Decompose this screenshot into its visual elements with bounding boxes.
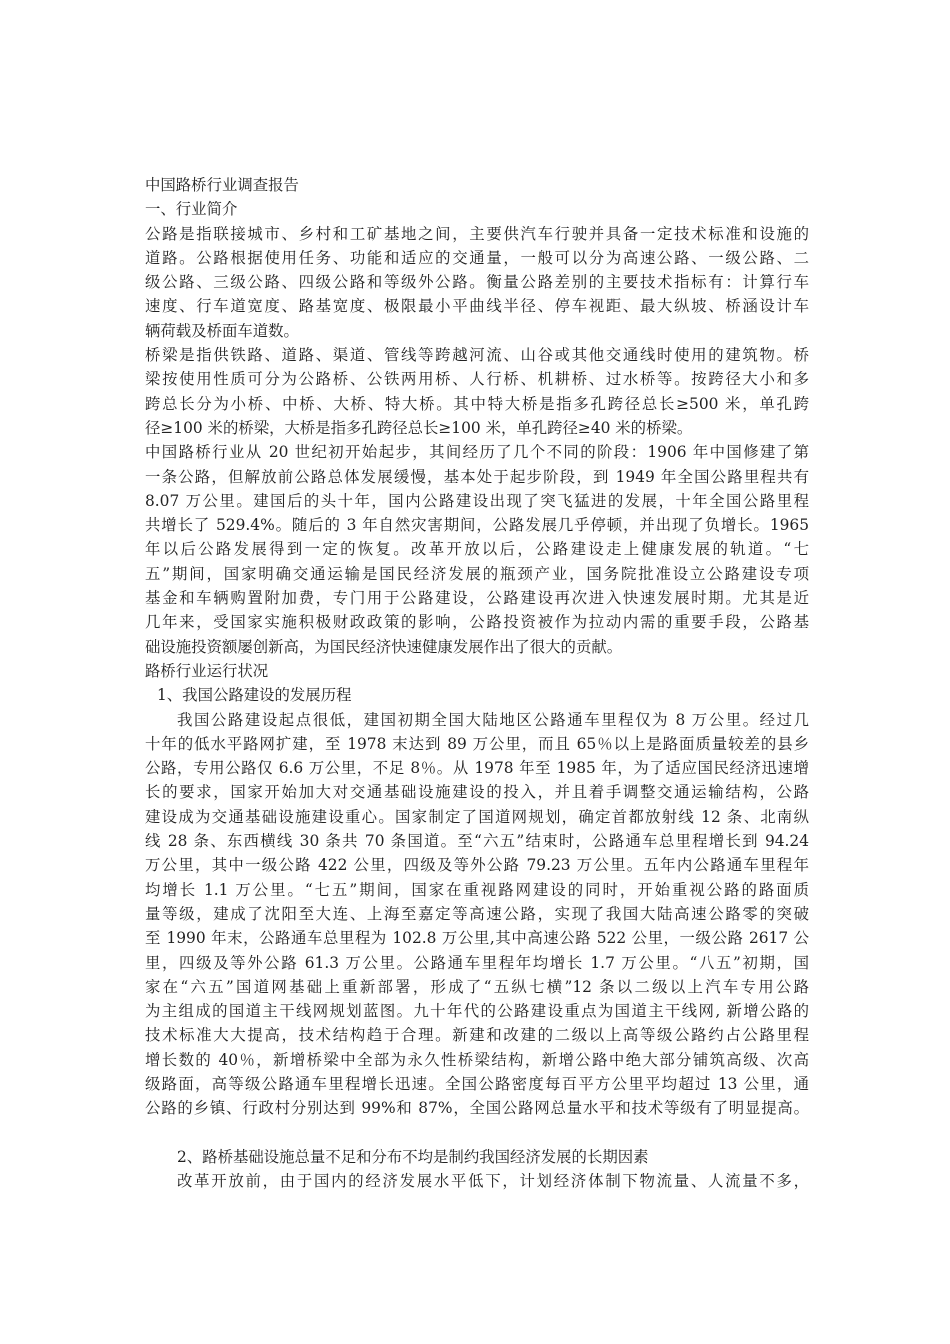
text-line: 万公里，其中一级公路 422 公里，四级及等外公路 79.23 万公里。五年内公路通车里程年 <box>145 856 809 875</box>
text-line: 公路的乡镇、行政村分别达到 99%和 87%，全国公路网总量水平和技术等级有了明显提高。 <box>145 1099 809 1118</box>
text-line: 几年来，受国家实施积极财政政策的影响，公路投资被作为拉动内需的重要手段，公路基 <box>145 613 809 632</box>
text-line: 中国路桥行业调查报告 <box>145 176 299 194</box>
document-page <box>145 173 809 1193</box>
text-line: 公路是指联接城市、乡村和工矿基地之间，主要供汽车行驶并具备一定技术标准和设施的 <box>145 224 809 243</box>
blank-line <box>145 1121 809 1145</box>
text-line: 道路。公路根据使用任务、功能和适应的交通量，一般可以分为高速公路、一级公路、二 <box>145 248 809 267</box>
text-line: 速度、行车道宽度、路基宽度、极限最小平曲线半径、停车视距、最大纵坡、桥涵设计车 <box>145 297 809 316</box>
text-line: 一、行业简介 <box>145 200 238 219</box>
text-line: 桥梁是指供铁路、道路、渠道、管线等跨越河流、山谷或其他交通线时使用的建筑物。桥 <box>145 346 809 365</box>
text-line: 线 28 条、东西横线 30 条共 70 条国道。至“六五”结束时，公路通车总里程增长到 94.24 <box>145 832 809 851</box>
text-line: 五”期间，国家明确交通运输是国民经济发展的瓶颈产业，国务院批准设立公路建设专项 <box>145 564 809 583</box>
text-line: 级路面，高等级公路通车里程增长迅速。全国公路密度每百平方公里平均超过 13 公里，通 <box>145 1074 809 1093</box>
text-line: 共增长了 529.4%。随后的 3 年自然灾害期间，公路发展几乎停顿，并出现了负增长。1965 <box>145 516 809 535</box>
text-line: 跨总长分为小桥、中桥、大桥、特大桥。其中特大桥是指多孔跨径总长≥500 米，单孔跨 <box>145 394 809 413</box>
text-line: 公路，专用公路仅 6.6 万公里，不足 8％。从 1978 年至 1985 年，为了适应国民经济迅速增 <box>145 759 809 778</box>
text-line: 家在“六五”国道网基础上重新部署，形成了“五纵七横”12 条以二级以上汽车专用公路 <box>145 977 809 996</box>
text-line: 础设施投资额屡创新高，为国民经济快速健康发展作出了很大的贡献。 <box>145 637 623 656</box>
text-line: 建设成为交通基础设施建设重心。国家制定了国道网规划，确定首都放射线 12 条、北南纵 <box>145 807 809 826</box>
text-line: 辆荷载及桥面车道数。 <box>145 321 299 340</box>
text-line: 为主组成的国道主干线网规划蓝图。九十年代的公路建设重点为国道主干线网, 新增公路的 <box>145 1002 809 1021</box>
text-line: 技术标准大大提高，技术结构趋于合理。新建和改建的二级以上高等级公路约占公路里程 <box>145 1026 809 1045</box>
text-line: 径≥100 米的桥梁，大桥是指多孔跨径总长≥100 米，单孔跨径≥40 米的桥梁。 <box>145 418 693 437</box>
text-line: 增长数的 40％，新增桥梁中全部为永久性桥梁结构，新增公路中绝大部分铺筑高级、次高 <box>145 1050 809 1069</box>
text-line: 级公路、三级公路、四级公路和等级外公路。衡量公路差别的主要技术指标有：计算行车 <box>145 273 809 292</box>
text-line: 量等级，建成了沈阳至大连、上海至嘉定等高速公路，实现了我国大陆高速公路零的突破 <box>145 904 809 923</box>
text-line: 8.07 万公里。建国后的头十年，国内公路建设出现了突飞猛进的发展，十年全国公路里程 <box>145 491 809 510</box>
text-line: 1、我国公路建设的发展历程 <box>157 686 352 705</box>
text-line: 梁按使用性质可分为公路桥、公铁两用桥、人行桥、机耕桥、过水桥等。按跨径大小和多 <box>145 370 809 389</box>
text-line: 2、路桥基础设施总量不足和分布不均是制约我国经济发展的长期因素 <box>177 1147 649 1166</box>
text-line: 均增长 1.1 万公里。“七五”期间，国家在重视路网建设的同时，开始重视公路的路面质 <box>145 880 809 899</box>
text-line: 改革开放前，由于国内的经济发展水平低下，计划经济体制下物流量、人流量不多， <box>177 1172 809 1191</box>
text-line: 年以后公路发展得到一定的恢复。改革开放以后，公路建设走上健康发展的轨道。“七 <box>145 540 809 559</box>
text-line: 至 1990 年末，公路通车总里程为 102.8 万公里,其中高速公路 522 公里，一级公路 2617 公 <box>145 929 809 948</box>
text-line: 我国公路建设起点很低，建国初期全国大陆地区公路通车里程仅为 8 万公里。经过几 <box>177 710 809 729</box>
text-line: 里，四级及等外公路 61.3 万公里。公路通车里程年均增长 1.7 万公里。“八五”初期，国 <box>145 953 809 972</box>
text-line: 一条公路，但解放前公路总体发展缓慢，基本处于起步阶段，到 1949 年全国公路里程共有 <box>145 467 809 486</box>
text-line: 基金和车辆购置附加费，专门用于公路建设，公路建设再次进入快速发展时期。尤其是近 <box>145 589 809 608</box>
text-line: 十年的低水平路网扩建，至 1978 末达到 89 万公里，而且 65％以上是路面质量较差的县乡 <box>145 734 809 753</box>
text-line: 路桥行业运行状况 <box>145 661 269 680</box>
text-line: 长的要求，国家开始加大对交通基础设施建设的投入，并且着手调整交通运输结构，公路 <box>145 783 809 802</box>
text-line: 中国路桥行业从 20 世纪初开始起步，其间经历了几个不同的阶段：1906 年中国修建了第 <box>145 443 809 462</box>
